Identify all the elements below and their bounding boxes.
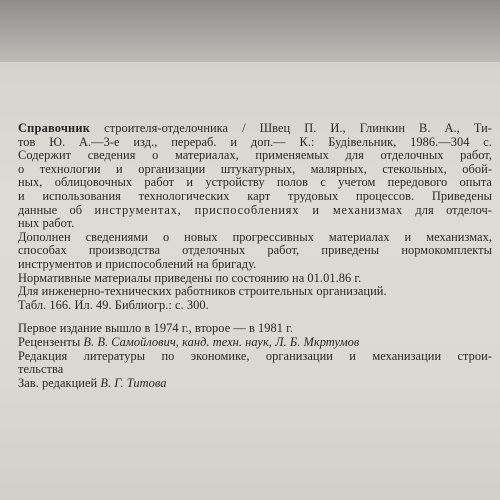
text-run: данные об [18,203,95,217]
text-run: способах производства отделочных работ, приведены нормокомплекты [18,244,492,258]
text-line [18,299,492,313]
text-run: строителя-отделочника / Швец П. И., Глинкин В. А., Ти- [90,122,492,135]
text-run: инструментах, приспособлениях и механизмах [94,203,404,217]
text-run: Справочник [18,122,91,135]
text-line [18,336,492,350]
text-line [18,272,492,286]
text-run: Для инженерно-технических работников строительных организаций. [18,285,387,299]
text-run: ных работ. [18,217,75,231]
text-run: тельства [18,363,64,377]
text-line [18,322,492,336]
paragraph-gap [18,312,492,322]
text-line [18,244,492,258]
text-run: Табл. 166. Ил. 49. Библиогр.: с. 300. [18,298,209,312]
text-line [18,204,492,218]
shadow-strip [0,0,500,62]
text-run: для отделоч- [403,203,492,217]
text-line [18,149,492,163]
text-line [18,190,492,204]
text-line [18,231,492,245]
text-run: Содержит сведения о материалах, применяемых для отделочных работ, [18,149,492,163]
text-line [18,350,492,364]
text-line [18,163,492,177]
text-run: инструментов и приспособлений на бригаду. [18,257,257,271]
text-run: В. Г. Титова [100,376,167,390]
text-run: Редакция литературы по экономике, организации и механизации строи- [18,349,492,363]
text-line [18,136,492,150]
text-line [18,217,492,231]
text-run: Рецензенты [18,335,84,349]
text-run: Дополнен сведениями о новых прогрессивных материалах и механизмах, [18,230,492,244]
text-line [18,363,492,377]
text-run: Первое издание вышло в 1974 г., второе — в 1981 г. [18,322,294,336]
text-line [18,285,492,299]
text-run: Зав. редакцией [18,376,101,390]
bibliographic-text-block [18,122,492,390]
text-run: ных, облицовочных работ и устройству полов с учетом передового опыта [18,176,492,190]
text-run: о технологии и организации штукатурных, малярных, стекольных, обой- [18,162,492,176]
text-line [18,176,492,190]
text-line [18,258,492,272]
text-run: В. В. Самойлович, канд. техн. наук, Л. Б. Мкртумов [83,335,360,349]
text-line [18,122,492,136]
text-line [18,377,492,391]
text-run: Нормативные материалы приведены по состоянию на 01.01.86 г. [18,271,362,285]
text-run: и использования технологических карт трудовых процессов. Приведены [18,189,492,203]
text-run: тов Ю. А.—3-е изд., перераб. и доп.— К.: Будівельник, 1986.—304 с. [18,135,492,149]
